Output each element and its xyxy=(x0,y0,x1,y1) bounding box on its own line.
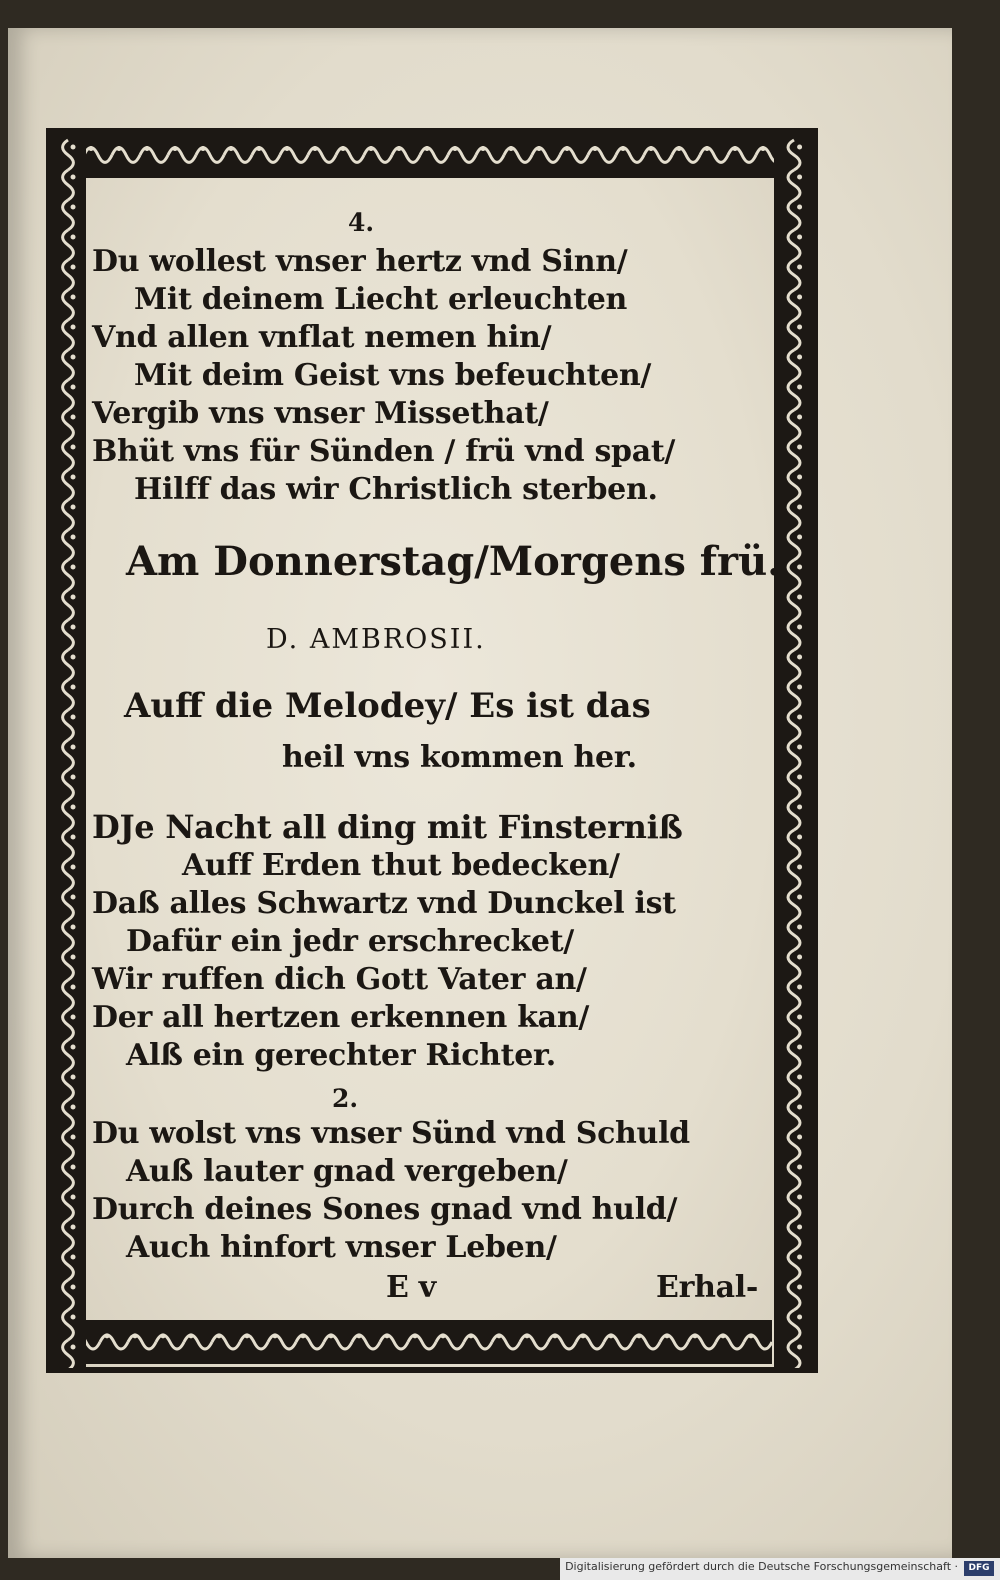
ornament-scroll xyxy=(184,1335,212,1349)
ornament-scroll xyxy=(788,650,800,680)
ornament-dot xyxy=(71,1225,76,1230)
ornament-scroll xyxy=(788,1040,800,1070)
verse-line: Vergib vns vnser Missethat/ xyxy=(92,396,549,431)
ornament-dot xyxy=(797,415,802,420)
verse-line: Vnd allen vnflat nemen hin/ xyxy=(92,320,552,355)
ornament-scroll xyxy=(252,148,280,163)
ornament-dot xyxy=(593,146,598,151)
ornament-dot xyxy=(553,1333,558,1338)
ornament-scroll xyxy=(788,500,800,530)
ornament-scroll xyxy=(128,1335,156,1349)
ornament-scroll xyxy=(364,148,392,163)
ornament-dot xyxy=(797,1105,802,1110)
ornament-dot xyxy=(369,146,374,151)
ornament-scroll xyxy=(63,560,74,590)
ornament-scroll xyxy=(63,350,74,380)
stanza-number: 2. xyxy=(332,1084,359,1113)
stanza-number: 4. xyxy=(348,208,375,237)
ornament-dot xyxy=(797,175,802,180)
catchword: Erhal- xyxy=(656,1270,758,1305)
ornament-scroll xyxy=(700,148,728,163)
ornament-scroll xyxy=(448,148,476,163)
ornament-scroll xyxy=(504,148,532,163)
ornament-dot xyxy=(797,265,802,270)
ornament-scroll xyxy=(788,170,800,200)
ornament-scroll xyxy=(196,148,224,163)
ornament-dot xyxy=(453,146,458,151)
credit-text: Digitalisierung gefördert durch die Deutsche Forschungsgemeinschaft · xyxy=(565,1560,958,1573)
author-line: D. AMBROSII. xyxy=(266,624,486,655)
ornament-scroll xyxy=(63,470,74,500)
ornament-scroll xyxy=(788,1250,800,1280)
ornament-scroll xyxy=(224,148,252,163)
ornament-scroll xyxy=(63,1310,74,1340)
ornament-scroll xyxy=(63,650,74,680)
ornament-scroll xyxy=(63,590,74,620)
verse-line: Auff Erden thut bedecken/ xyxy=(182,848,620,883)
ornament-dot xyxy=(71,1135,76,1140)
ornament-scroll xyxy=(63,920,74,950)
ornament-dot xyxy=(71,865,76,870)
ornament-dot xyxy=(649,146,654,151)
ornament-dot xyxy=(71,1165,76,1170)
text-block xyxy=(86,178,782,1320)
ornament-scroll xyxy=(688,1335,716,1349)
ornament-dot xyxy=(161,1333,166,1338)
ornament-dot xyxy=(797,1135,802,1140)
ornament-scroll xyxy=(420,148,448,163)
ornament-scroll xyxy=(788,710,800,740)
ornament-scroll xyxy=(308,148,336,163)
verse-line: DJe Nacht all ding mit Finsterniß xyxy=(92,808,683,846)
ornament-dot xyxy=(797,895,802,900)
ornament-dot xyxy=(581,1333,586,1338)
ornament-scroll xyxy=(788,620,800,650)
ornament-dot xyxy=(71,835,76,840)
ornament-dot xyxy=(621,146,626,151)
ornament-scroll xyxy=(788,1190,800,1220)
ornament-scroll xyxy=(63,1190,74,1220)
ornament-scroll xyxy=(63,710,74,740)
ornament-dot xyxy=(217,1333,222,1338)
verse-line: Auß lauter gnad vergeben/ xyxy=(126,1154,568,1189)
ornament-scroll xyxy=(788,530,800,560)
ornament-scroll xyxy=(436,1335,464,1349)
ornament-dot xyxy=(71,1075,76,1080)
ornament-dot xyxy=(797,1165,802,1170)
ornament-dot xyxy=(509,146,514,151)
ornament-scroll xyxy=(788,1070,800,1100)
ornament-scroll xyxy=(63,500,74,530)
ornament-dot xyxy=(71,205,76,210)
ornament-dot xyxy=(797,565,802,570)
ornament-dot xyxy=(797,295,802,300)
ornament-scroll xyxy=(63,1220,74,1250)
ornament-dot xyxy=(71,655,76,660)
ornament-dot xyxy=(797,145,802,150)
ornament-scroll xyxy=(240,1335,268,1349)
verse-line: Alß ein gerechter Richter. xyxy=(126,1038,556,1073)
ornament-scroll xyxy=(632,1335,660,1349)
ornament-dot xyxy=(71,325,76,330)
ornament-dot xyxy=(71,535,76,540)
ornament-scroll xyxy=(788,380,800,410)
ornament-scroll xyxy=(168,148,196,163)
ornament-dot xyxy=(117,146,122,151)
ornament-scroll xyxy=(788,1100,800,1130)
ornament-dot xyxy=(71,175,76,180)
ornament-dot xyxy=(71,145,76,150)
ornament-scroll xyxy=(788,1160,800,1190)
section-heading: Am Donnerstag/Morgens frü. xyxy=(126,538,782,585)
ornament-scroll xyxy=(788,1340,800,1368)
ornament-dot xyxy=(71,355,76,360)
verse-line: Du wollest vnser hertz vnd Sinn/ xyxy=(92,244,628,279)
ornament-dot xyxy=(329,1333,334,1338)
ornament-scroll xyxy=(788,1280,800,1310)
ornament-band-top xyxy=(50,132,814,178)
ornament-scroll xyxy=(63,260,74,290)
ornament-dot xyxy=(245,1333,250,1338)
ornament-dot xyxy=(797,1075,802,1080)
ornament-scroll xyxy=(100,1335,128,1349)
ornament-dot xyxy=(797,325,802,330)
ornament-dot xyxy=(797,655,802,660)
ornament-dot xyxy=(565,146,570,151)
ornament-scroll xyxy=(548,1335,576,1349)
ornament-dot xyxy=(797,205,802,210)
ornament-dot xyxy=(413,1333,418,1338)
ornament-scroll xyxy=(788,410,800,440)
ornament-dot xyxy=(797,835,802,840)
ornament-dot xyxy=(71,745,76,750)
verse-line: Du wolst vns vnser Sünd vnd Schuld xyxy=(92,1116,690,1151)
ornament-scroll xyxy=(408,1335,436,1349)
ornament-dot xyxy=(229,146,234,151)
ornament-dot xyxy=(761,146,766,151)
ornament-scroll xyxy=(788,1010,800,1040)
ornament-dot xyxy=(71,715,76,720)
ornament-scroll xyxy=(63,1040,74,1070)
ornament-dot xyxy=(71,595,76,600)
ornament-dot xyxy=(71,1045,76,1050)
ornament-dot xyxy=(797,865,802,870)
verse-line: Durch deines Sones gnad vnd huld/ xyxy=(92,1192,678,1227)
melody-line: Auff die Melodey/ Es ist das xyxy=(124,686,651,726)
ornament-scroll xyxy=(788,440,800,470)
ornament-dot xyxy=(257,146,262,151)
ornament-dot xyxy=(273,1333,278,1338)
ornament-scroll xyxy=(63,1250,74,1280)
ornament-scroll xyxy=(268,1335,296,1349)
ornament-scroll xyxy=(788,350,800,380)
ornament-dot xyxy=(71,415,76,420)
ornament-scroll xyxy=(788,260,800,290)
ornament-scroll xyxy=(63,860,74,890)
ornament-scroll xyxy=(644,148,672,163)
ornament-dot xyxy=(665,1333,670,1338)
ornament-scroll xyxy=(63,800,74,830)
ornament-dot xyxy=(525,1333,530,1338)
ornament-dot xyxy=(797,475,802,480)
verse-line: Mit deinem Liecht erleuchten xyxy=(134,282,628,317)
ornament-dot xyxy=(71,445,76,450)
ornament-scroll xyxy=(788,560,800,590)
ornament-band-right xyxy=(774,132,814,1368)
ornament-dot xyxy=(797,505,802,510)
ornament-scroll xyxy=(63,1340,74,1368)
ornament-dot xyxy=(71,1105,76,1110)
ornament-dot xyxy=(71,1315,76,1320)
ornament-scroll xyxy=(788,740,800,770)
ornament-scroll xyxy=(63,530,74,560)
ornament-scroll xyxy=(728,148,756,163)
ornament-scroll xyxy=(392,148,420,163)
ornament-dot xyxy=(71,805,76,810)
ornament-dot xyxy=(537,146,542,151)
ornament-dot xyxy=(71,1195,76,1200)
ornament-dot xyxy=(105,1333,110,1338)
ornament-dot xyxy=(71,1015,76,1020)
ornament-scroll xyxy=(788,230,800,260)
ornament-dot xyxy=(469,1333,474,1338)
ornament-dot xyxy=(71,565,76,570)
verse-line: Auch hinfort vnser Leben/ xyxy=(126,1230,557,1265)
ornament-scroll xyxy=(660,1335,688,1349)
ornament-scroll xyxy=(63,680,74,710)
ornament-dot xyxy=(71,625,76,630)
ornament-scroll xyxy=(788,1310,800,1340)
verse-line: Bhüt vns für Sünden / frü vnd spat/ xyxy=(92,434,676,469)
ornament-scroll xyxy=(788,590,800,620)
ornament-scroll xyxy=(63,620,74,650)
ornament-scroll xyxy=(672,148,700,163)
ornament-dot xyxy=(341,146,346,151)
ornament-dot xyxy=(797,535,802,540)
ornament-scroll xyxy=(520,1335,548,1349)
ornament-scroll xyxy=(63,200,74,230)
ornament-dot xyxy=(497,1333,502,1338)
ornament-scroll xyxy=(788,800,800,830)
ornament-dot xyxy=(481,146,486,151)
ornament-dot xyxy=(89,146,94,151)
ornament-dot xyxy=(357,1333,362,1338)
ornament-scroll xyxy=(112,148,140,163)
ornament-dot xyxy=(797,745,802,750)
ornament-dot xyxy=(71,985,76,990)
ornament-dot xyxy=(609,1333,614,1338)
ornament-dot xyxy=(677,146,682,151)
ornament-scroll xyxy=(380,1335,408,1349)
ornament-dot xyxy=(797,595,802,600)
ornament-dot xyxy=(189,1333,194,1338)
ornament-scroll xyxy=(63,890,74,920)
ornament-scroll xyxy=(492,1335,520,1349)
ornament-dot xyxy=(797,1015,802,1020)
ornament-scroll xyxy=(63,1130,74,1160)
ornament-dot xyxy=(385,1333,390,1338)
melody-line: heil vns kommen her. xyxy=(282,740,637,775)
ornament-dot xyxy=(71,505,76,510)
ornament-dot xyxy=(145,146,150,151)
ornament-scroll xyxy=(788,860,800,890)
ornament-dot xyxy=(71,1285,76,1290)
ornament-scroll xyxy=(604,1335,632,1349)
ornament-dot xyxy=(721,1333,726,1338)
ornament-scroll xyxy=(156,1335,184,1349)
ornament-dot xyxy=(733,146,738,151)
ornament-scroll xyxy=(788,320,800,350)
ornament-dot xyxy=(797,355,802,360)
ornament-band-bottom xyxy=(66,1320,772,1364)
ornament-scroll xyxy=(560,148,588,163)
ornament-scroll xyxy=(63,440,74,470)
ornament-dot xyxy=(637,1333,642,1338)
ornament-dot xyxy=(797,625,802,630)
ornament-dot xyxy=(71,475,76,480)
ornament-scroll xyxy=(788,980,800,1010)
verse-line: Wir ruffen dich Gott Vater an/ xyxy=(92,962,587,997)
ornament-scroll xyxy=(63,1070,74,1100)
ornament-scroll xyxy=(63,980,74,1010)
ornament-scroll xyxy=(716,1335,744,1349)
ornament-dot xyxy=(71,955,76,960)
ornament-scroll xyxy=(588,148,616,163)
ornament-scroll xyxy=(63,410,74,440)
ornament-dot xyxy=(705,146,710,151)
ornament-scroll xyxy=(532,148,560,163)
ornament-band-left xyxy=(50,132,86,1368)
ornament-scroll xyxy=(788,920,800,950)
ornament-scroll xyxy=(63,170,74,200)
ornament-scroll xyxy=(63,380,74,410)
ornament-dot xyxy=(71,895,76,900)
ornament-scroll xyxy=(788,200,800,230)
ornament-scroll xyxy=(84,148,112,163)
ornament-scroll xyxy=(788,140,800,170)
ornament-dot xyxy=(749,1333,754,1338)
ornament-dot xyxy=(133,1333,138,1338)
ornament-dot xyxy=(71,385,76,390)
ornament-dot xyxy=(797,715,802,720)
ornament-scroll xyxy=(744,1335,772,1349)
ornament-scroll xyxy=(336,148,364,163)
ornament-scroll xyxy=(464,1335,492,1349)
ornament-scroll xyxy=(788,1220,800,1250)
ornament-dot xyxy=(797,1195,802,1200)
ornament-scroll xyxy=(788,950,800,980)
ornament-dot xyxy=(71,925,76,930)
ornament-dot xyxy=(71,235,76,240)
verse-line: Daß alles Schwartz vnd Dunckel ist xyxy=(92,886,676,921)
ornament-scroll xyxy=(788,770,800,800)
verse-line: Dafür ein jedr erschrecket/ xyxy=(126,924,574,959)
ornament-scroll xyxy=(63,740,74,770)
ornament-dot xyxy=(313,146,318,151)
ornament-dot xyxy=(797,985,802,990)
ornament-dot xyxy=(797,1225,802,1230)
ornament-dot xyxy=(797,955,802,960)
ornament-dot xyxy=(797,385,802,390)
ornament-scroll xyxy=(788,470,800,500)
ornament-dot xyxy=(71,265,76,270)
dfg-logo: DFG xyxy=(964,1561,994,1576)
ornament-dot xyxy=(71,1255,76,1260)
verse-line: Mit deim Geist vns befeuchten/ xyxy=(134,358,652,393)
ornament-dot xyxy=(797,1285,802,1290)
ornament-scroll xyxy=(576,1335,604,1349)
verse-line: Hilff das wir Christlich sterben. xyxy=(134,472,658,507)
ornament-scroll xyxy=(788,830,800,860)
ornament-scroll xyxy=(63,1010,74,1040)
ornament-scroll xyxy=(324,1335,352,1349)
ornament-scroll xyxy=(63,770,74,800)
ornament-dot xyxy=(797,775,802,780)
ornament-dot xyxy=(397,146,402,151)
ornament-dot xyxy=(693,1333,698,1338)
ornament-scroll xyxy=(63,230,74,260)
ornament-dot xyxy=(71,775,76,780)
footer-bar xyxy=(560,1558,1000,1580)
ornament-scroll xyxy=(63,950,74,980)
ornament-dot xyxy=(173,146,178,151)
ornament-dot xyxy=(797,1255,802,1260)
ornament-scroll xyxy=(63,140,74,170)
ornament-scroll xyxy=(788,1130,800,1160)
ornament-scroll xyxy=(63,1280,74,1310)
ornament-scroll xyxy=(296,1335,324,1349)
ornament-scroll xyxy=(616,148,644,163)
ornament-scroll xyxy=(788,290,800,320)
ornament-dot xyxy=(797,685,802,690)
ornament-scroll xyxy=(63,830,74,860)
ornament-dot xyxy=(301,1333,306,1338)
ornament-dot xyxy=(285,146,290,151)
ornament-dot xyxy=(797,445,802,450)
ornament-dot xyxy=(71,685,76,690)
ornament-dot xyxy=(797,1345,802,1350)
book-page xyxy=(8,28,952,1558)
ornament-scroll xyxy=(476,148,504,163)
ornament-scroll xyxy=(352,1335,380,1349)
ornament-dot xyxy=(425,146,430,151)
ornament-dot xyxy=(797,1045,802,1050)
ornament-dot xyxy=(71,1345,76,1350)
ornament-dot xyxy=(441,1333,446,1338)
signature-mark: E v xyxy=(386,1270,436,1305)
ornament-scroll xyxy=(212,1335,240,1349)
ornament-scroll xyxy=(63,320,74,350)
ornament-dot xyxy=(201,146,206,151)
ornament-scroll xyxy=(280,148,308,163)
ornament-dot xyxy=(71,295,76,300)
ornament-scroll xyxy=(140,148,168,163)
ornament-scroll xyxy=(63,1160,74,1190)
ornament-dot xyxy=(797,235,802,240)
verse-line: Der all hertzen erkennen kan/ xyxy=(92,1000,589,1035)
ornament-dot xyxy=(797,1315,802,1320)
ornament-dot xyxy=(797,805,802,810)
ornament-scroll xyxy=(63,290,74,320)
ornament-scroll xyxy=(63,1100,74,1130)
ornament-dot xyxy=(797,925,802,930)
ornament-scroll xyxy=(788,890,800,920)
ornament-scroll xyxy=(788,680,800,710)
